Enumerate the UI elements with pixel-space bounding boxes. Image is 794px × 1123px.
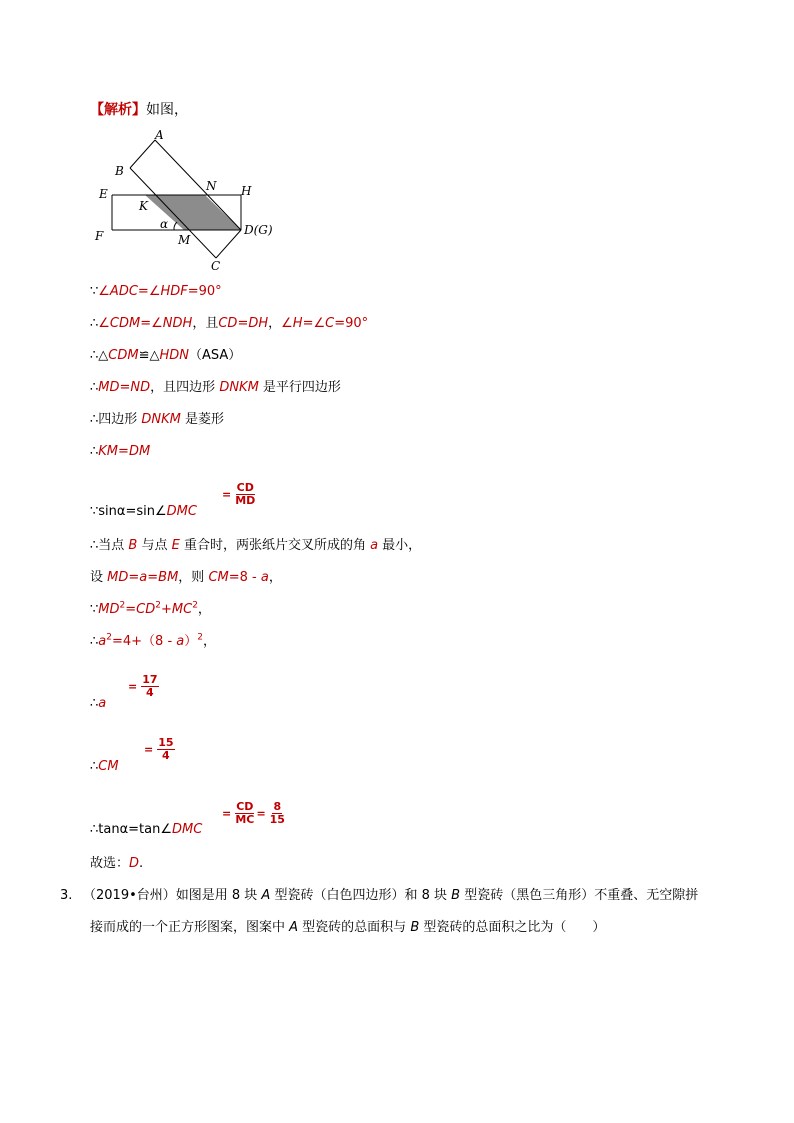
text: ∴△ — [90, 348, 109, 363]
text: ∴当点 — [90, 538, 129, 553]
text: D — [129, 856, 140, 871]
text: ∵sinα=sin∠ — [90, 504, 167, 519]
text: a — [370, 538, 379, 553]
text: ，且 — [192, 316, 219, 331]
text: MD — [98, 380, 120, 395]
text: ∴ — [90, 316, 99, 331]
step-12 — [90, 696, 106, 712]
numerator: 15 — [158, 736, 174, 749]
text: DNKM — [141, 412, 181, 427]
text: 设 — [90, 570, 108, 585]
text: 接而成的一个正方形图案，图案中 — [90, 920, 290, 935]
text: 是平行四边形 — [258, 380, 341, 395]
text: E — [171, 538, 180, 553]
label-dg: D(G) — [244, 223, 273, 237]
denominator: MD — [235, 494, 256, 507]
step-2 — [90, 316, 368, 332]
text: ∠HDF — [148, 284, 188, 299]
text: = — [237, 316, 249, 331]
text: =90° — [187, 284, 222, 299]
text: CDM — [108, 348, 139, 363]
text: 与点 — [137, 538, 172, 553]
text: 故选： — [90, 856, 130, 871]
step-7 — [90, 504, 197, 520]
step-5 — [90, 412, 224, 428]
text: B — [128, 538, 138, 553]
step-4 — [90, 380, 341, 396]
text: DMC — [172, 822, 203, 837]
text: a — [176, 634, 185, 649]
numerator: CD — [236, 800, 254, 813]
text: CD — [136, 602, 156, 617]
text: = — [222, 488, 232, 501]
label-a: A — [155, 128, 164, 142]
text: DM — [128, 444, 151, 459]
text: = — [128, 680, 138, 693]
text: CM — [208, 570, 229, 585]
numerator: 8 — [273, 800, 282, 813]
text: 2 — [192, 600, 198, 611]
text: 2 — [119, 600, 126, 611]
step-11 — [90, 634, 216, 650]
step-6 — [90, 444, 150, 460]
text: = — [125, 602, 137, 617]
text: ∠NDH — [151, 316, 193, 331]
text: ND — [130, 380, 151, 395]
text: = — [118, 444, 129, 459]
step-13 — [90, 759, 119, 775]
text: 型瓷砖（白色四边形）和 8 块 — [270, 888, 452, 903]
fraction-17-4 — [128, 674, 161, 699]
text: CD — [218, 316, 238, 331]
label-m: M — [178, 233, 191, 247]
text: ∴ — [90, 634, 99, 649]
text: ∴四边形 — [90, 412, 142, 427]
text: （ASA） — [189, 348, 242, 363]
text: 2 — [155, 600, 161, 611]
text: ∵ — [90, 284, 99, 299]
text: 最小， — [378, 538, 422, 553]
fraction-cd-md — [222, 482, 257, 507]
analysis-intro: 如图， — [146, 102, 188, 118]
text: 2 — [197, 632, 203, 643]
text: HDN — [159, 348, 189, 363]
step-9 — [90, 570, 282, 586]
text: ， — [197, 602, 211, 617]
text: 型瓷砖的总面积之比为（ ） — [419, 920, 606, 935]
text: + — [160, 602, 172, 617]
text: ∠C — [313, 316, 335, 331]
label-b: B — [115, 164, 124, 178]
text: = — [144, 743, 154, 756]
text: = — [256, 807, 266, 820]
text: A — [261, 888, 271, 903]
text: = — [128, 570, 140, 585]
text: ∴ — [90, 444, 99, 459]
step-3 — [90, 348, 241, 364]
step-8 — [90, 538, 421, 554]
analysis-header — [90, 102, 188, 118]
text: = — [302, 316, 314, 331]
text: ∠H — [281, 316, 303, 331]
text: MD — [107, 570, 129, 585]
angle-alpha-arc — [174, 222, 177, 230]
text: B — [410, 920, 420, 935]
numerator: CD — [236, 481, 254, 494]
text: a — [98, 696, 107, 711]
text: = — [119, 380, 131, 395]
text: 型瓷砖的总面积与 — [298, 920, 411, 935]
question-3-number: 3. — [60, 888, 73, 903]
text: ∴ — [90, 696, 99, 711]
label-n: N — [206, 179, 217, 193]
text: DMC — [166, 504, 197, 519]
text: ∴ — [90, 759, 99, 774]
text: ∴tanα=tan∠ — [90, 822, 172, 837]
step-10 — [90, 602, 211, 618]
text: ） — [184, 634, 198, 649]
text: . — [139, 856, 144, 871]
text: =4+（8 - — [111, 634, 177, 649]
text: 2 — [106, 632, 112, 643]
text: ∠ADC — [98, 284, 138, 299]
denominator: 4 — [162, 749, 170, 762]
text: = — [222, 807, 232, 820]
text: a — [98, 634, 107, 649]
text: BM — [158, 570, 179, 585]
label-k: K — [139, 199, 148, 213]
text: 型瓷砖（黑色三角形）不重叠、无空隙拼 — [460, 888, 699, 903]
text: ∠CDM — [98, 316, 141, 331]
text: CM — [98, 759, 119, 774]
step-14 — [90, 822, 202, 838]
text: = — [140, 316, 152, 331]
analysis-tag: 【解析】 — [90, 102, 146, 118]
text: B — [451, 888, 461, 903]
text: DH — [248, 316, 269, 331]
text: =90° — [334, 316, 369, 331]
text: ，且四边形 — [150, 380, 220, 395]
denominator: 4 — [146, 686, 154, 699]
text: 重合时，两张纸片交叉所成的角 — [179, 538, 371, 553]
label-f: F — [95, 229, 104, 243]
text: = — [147, 570, 159, 585]
label-c: C — [211, 259, 221, 273]
text: = — [137, 284, 149, 299]
denominator: 15 — [269, 813, 285, 826]
text: MD — [98, 602, 120, 617]
label-alpha: α — [160, 217, 169, 231]
denominator: MC — [235, 813, 255, 826]
text: A — [289, 920, 299, 935]
numerator: 17 — [142, 673, 158, 686]
text: （2019•台州）如图是用 8 块 — [83, 888, 262, 903]
text: a — [260, 570, 269, 585]
text: ， — [268, 316, 282, 331]
text: ∴ — [90, 380, 99, 395]
label-e: E — [99, 187, 108, 201]
text: ， — [203, 634, 217, 649]
text: =8 - — [228, 570, 261, 585]
question-3-line-1 — [83, 888, 698, 904]
text: ，则 — [178, 570, 209, 585]
text: 是菱形 — [180, 412, 225, 427]
step-15 — [90, 856, 143, 872]
text: ， — [268, 570, 282, 585]
text: DNKM — [219, 380, 259, 395]
text: KM — [98, 444, 119, 459]
label-h: H — [241, 184, 252, 198]
fraction-cd-mc — [222, 801, 287, 826]
text: ∵ — [90, 602, 99, 617]
text: ≌△ — [138, 348, 160, 363]
step-1 — [90, 284, 222, 300]
geometry-figure — [88, 128, 288, 276]
fraction-15-4 — [144, 737, 177, 762]
question-3-line-2 — [90, 920, 605, 936]
text: MC — [171, 602, 193, 617]
text: a — [139, 570, 148, 585]
